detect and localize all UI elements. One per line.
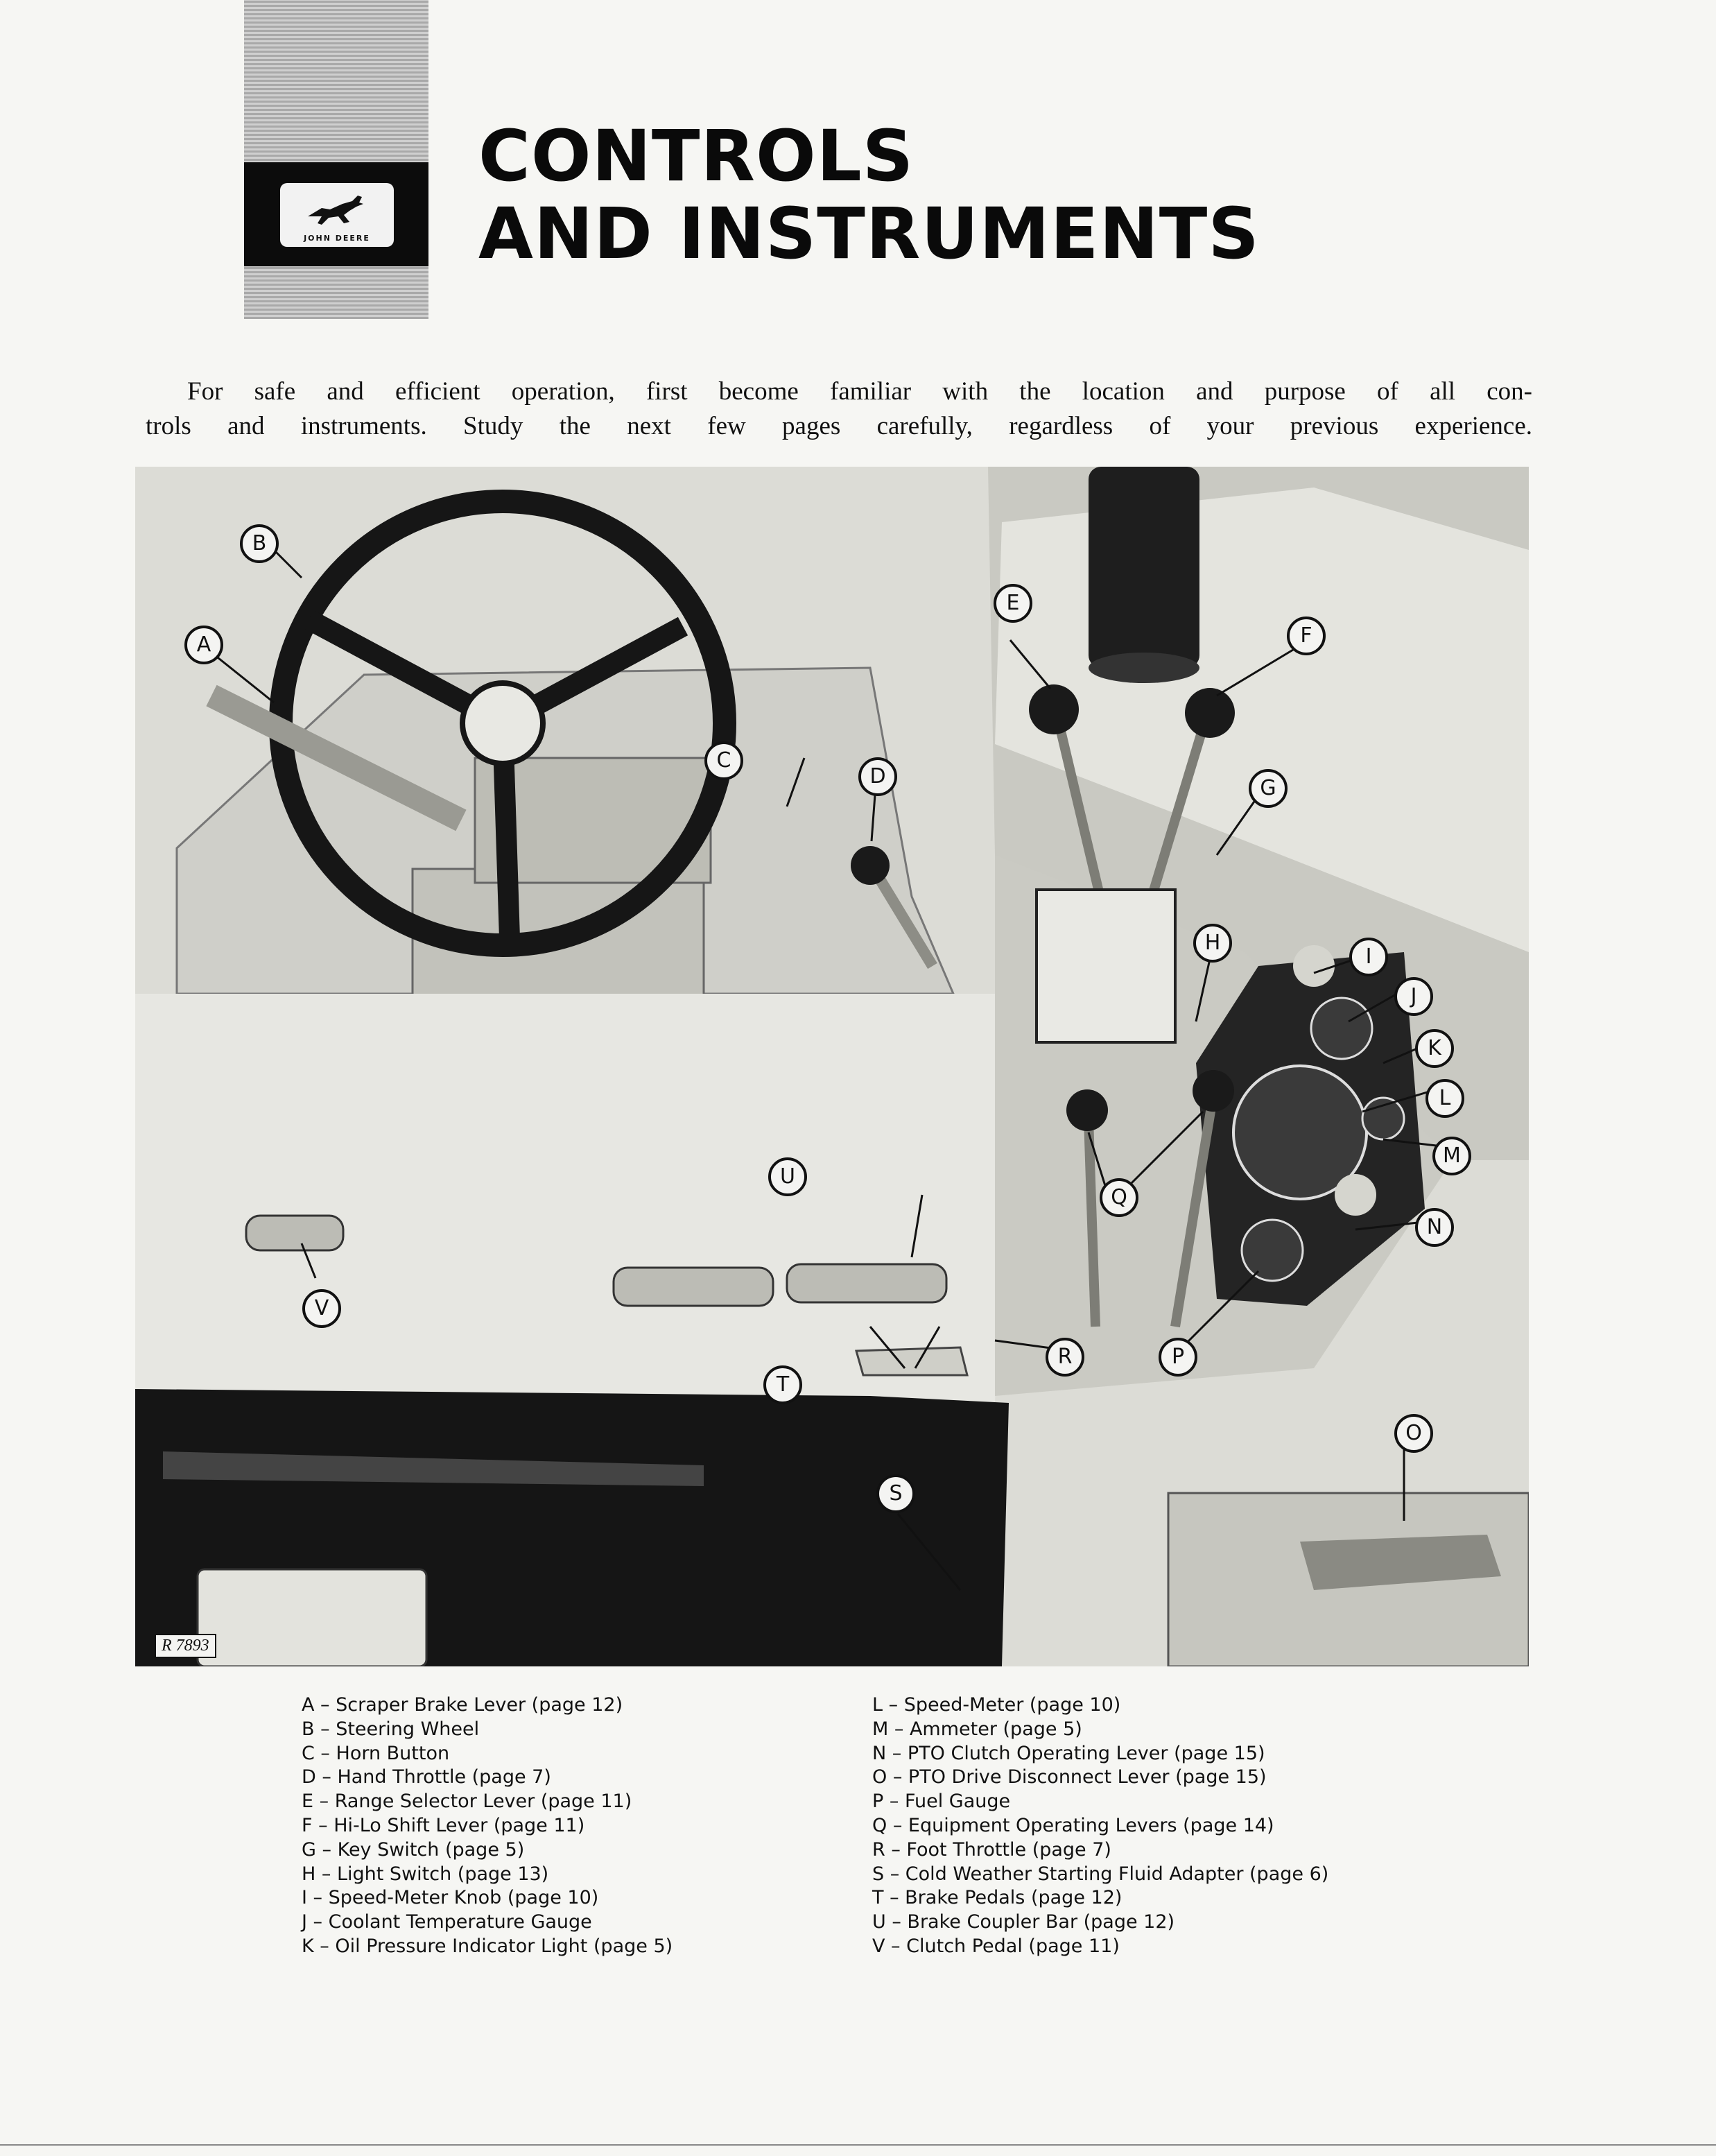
legend-item: N – PTO Clutch Operating Lever (page 15) — [872, 1742, 1265, 1764]
callout-e: E — [994, 584, 1032, 623]
legend-item: B – Steering Wheel — [302, 1718, 480, 1740]
legend-item: D – Hand Throttle (page 7) — [302, 1766, 551, 1788]
callout-v: V — [302, 1289, 341, 1328]
legend-item: P – Fuel Gauge — [872, 1791, 1011, 1813]
legend-item: V – Clutch Pedal (page 11) — [872, 1935, 1120, 1957]
intro-line-2: trols and instruments. Study the next few pages carefully, regardless of your previous experience. — [146, 412, 1532, 440]
callout-l: L — [1425, 1079, 1464, 1118]
callout-c: C — [704, 741, 743, 780]
legend-item: T – Brake Pedals (page 12) — [872, 1887, 1123, 1909]
legend-item: M – Ammeter (page 5) — [872, 1718, 1082, 1740]
legend-item: Q – Equipment Operating Levers (page 14) — [872, 1814, 1274, 1836]
logo-text: JOHN DEERE — [304, 234, 370, 243]
callout-d: D — [858, 757, 897, 796]
callout-r: R — [1046, 1338, 1084, 1377]
callout-p: P — [1159, 1338, 1197, 1377]
logo-box — [244, 162, 428, 266]
intro-paragraph — [146, 374, 1532, 444]
callout-q: Q — [1100, 1178, 1138, 1217]
callout-g: G — [1249, 769, 1288, 808]
legend-right-column — [872, 1693, 1328, 1959]
legend-item: I – Speed-Meter Knob (page 10) — [302, 1887, 599, 1909]
callout-a: A — [184, 626, 223, 664]
intro-line-1: For safe and efficient operation, first become familiar with the location and purpose of all con- — [187, 377, 1532, 406]
legend-left-column — [302, 1693, 673, 1959]
legend-item: E – Range Selector Lever (page 11) — [302, 1791, 632, 1813]
legend-item: O – PTO Drive Disconnect Lever (page 15) — [872, 1766, 1267, 1788]
legend-item: K – Oil Pressure Indicator Light (page 5) — [302, 1935, 673, 1957]
callout-n: N — [1415, 1208, 1454, 1247]
legend-item: C – Horn Button — [302, 1742, 450, 1764]
callout-u: U — [768, 1157, 807, 1196]
legend-item: J – Coolant Temperature Gauge — [302, 1911, 592, 1933]
legend-item: L – Speed-Meter (page 10) — [872, 1694, 1121, 1716]
callout-m: M — [1432, 1137, 1471, 1175]
legend-item: U – Brake Coupler Bar (page 12) — [872, 1911, 1175, 1933]
legend-item: G – Key Switch (page 5) — [302, 1838, 525, 1861]
title-line-2: AND INSTRUMENTS — [478, 193, 1260, 275]
legend-item: R – Foot Throttle (page 7) — [872, 1838, 1111, 1861]
photo-code: R 7893 — [155, 1634, 216, 1658]
callout-t: T — [763, 1365, 802, 1404]
callout-s: S — [876, 1474, 915, 1513]
header-gray-block — [244, 0, 428, 319]
callout-o: O — [1394, 1414, 1433, 1453]
callout-i: I — [1349, 938, 1388, 976]
title-line-1: CONTROLS — [478, 115, 915, 198]
callout-k: K — [1415, 1029, 1454, 1068]
bottom-divider — [0, 2144, 1716, 2146]
legend-item: F – Hi-Lo Shift Lever (page 11) — [302, 1814, 585, 1836]
callout-j: J — [1394, 977, 1433, 1016]
legend-item: H – Light Switch (page 13) — [302, 1863, 549, 1885]
callout-h: H — [1193, 924, 1232, 963]
tractor-controls-photo — [135, 467, 1529, 1666]
callout-f: F — [1287, 616, 1326, 655]
callout-b: B — [240, 524, 279, 563]
legend-item: A – Scraper Brake Lever (page 12) — [302, 1694, 623, 1716]
page-title — [478, 115, 1260, 275]
deer-logo-icon — [280, 183, 394, 247]
legend-item: S – Cold Weather Starting Fluid Adapter (page 6) — [872, 1863, 1329, 1885]
